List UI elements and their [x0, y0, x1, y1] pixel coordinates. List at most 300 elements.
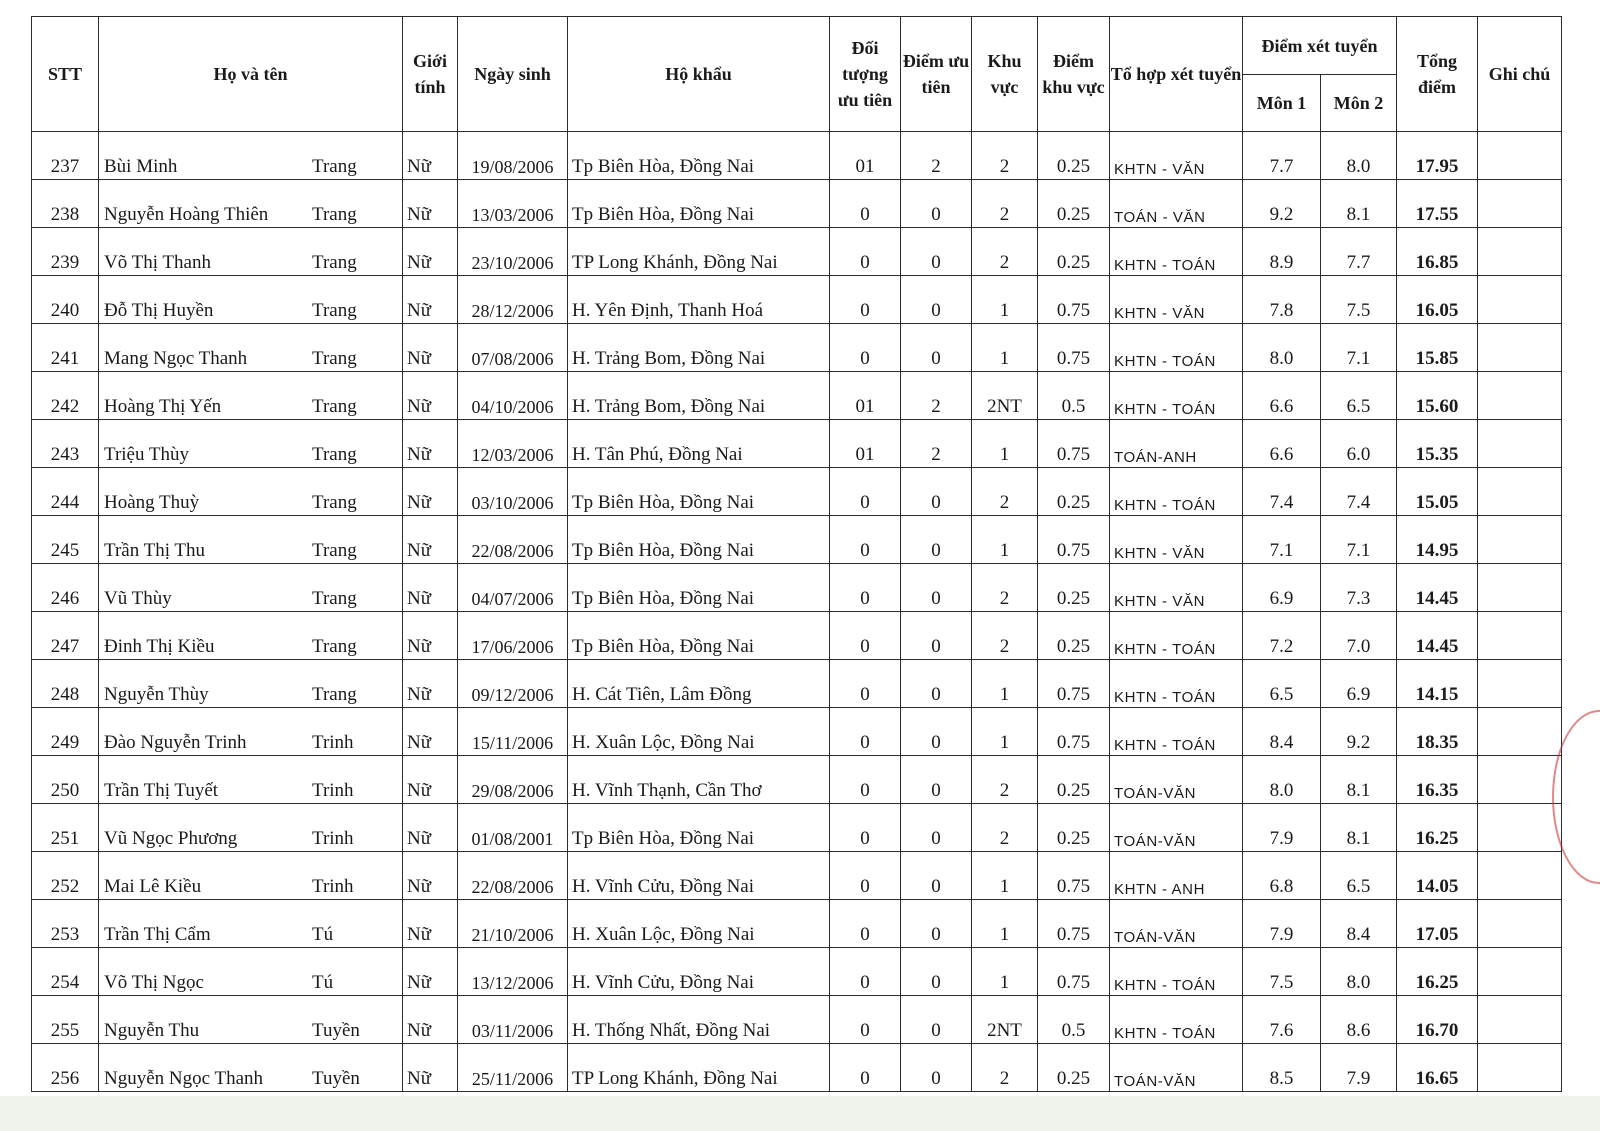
cell-subject1: 8.0	[1243, 756, 1321, 804]
header-home: Hộ khẩu	[568, 17, 830, 132]
cell-priority-group: 01	[830, 420, 901, 468]
cell-surname: Đinh Thị Kiều	[104, 636, 215, 657]
table-row	[32, 228, 1562, 276]
cell-combo: KHTN - TOÁN	[1110, 324, 1243, 372]
cell-subject1: 9.2	[1243, 180, 1321, 228]
cell-stt: 237	[32, 132, 99, 180]
cell-subject1: 7.4	[1243, 468, 1321, 516]
cell-full-name	[99, 612, 403, 660]
cell-subject2: 6.5	[1321, 372, 1397, 420]
cell-combo: KHTN - TOÁN	[1110, 996, 1243, 1044]
cell-priority-group: 0	[830, 660, 901, 708]
cell-priority-points: 0	[901, 564, 972, 612]
cell-stt: 240	[32, 276, 99, 324]
cell-home: TP Long Khánh, Đồng Nai	[568, 228, 830, 276]
cell-dob: 04/07/2006	[458, 564, 568, 612]
cell-surname: Mang Ngọc Thanh	[104, 348, 248, 369]
cell-note	[1478, 612, 1562, 660]
table-row	[32, 420, 1562, 468]
cell-region-points: 0.25	[1038, 180, 1110, 228]
cell-note	[1478, 900, 1562, 948]
cell-subject2: 8.1	[1321, 756, 1397, 804]
cell-note	[1478, 228, 1562, 276]
cell-subject1: 7.8	[1243, 276, 1321, 324]
cell-region: 2	[972, 612, 1038, 660]
cell-note	[1478, 132, 1562, 180]
cell-given-name: Tú	[312, 924, 334, 945]
cell-full-name	[99, 468, 403, 516]
cell-priority-group: 0	[830, 756, 901, 804]
cell-subject2: 8.4	[1321, 900, 1397, 948]
cell-region-points: 0.25	[1038, 468, 1110, 516]
cell-dob: 07/08/2006	[458, 324, 568, 372]
cell-priority-group: 0	[830, 900, 901, 948]
cell-priority-points: 2	[901, 420, 972, 468]
cell-region-points: 0.75	[1038, 948, 1110, 996]
header-combo: Tổ hợp xét tuyển	[1110, 17, 1243, 132]
cell-full-name	[99, 276, 403, 324]
cell-gender: Nữ	[403, 804, 458, 852]
cell-gender: Nữ	[403, 756, 458, 804]
cell-total: 15.85	[1397, 324, 1478, 372]
cell-dob: 19/08/2006	[458, 132, 568, 180]
cell-surname: Đào Nguyễn Trinh	[104, 732, 247, 753]
cell-full-name	[99, 948, 403, 996]
cell-priority-points: 0	[901, 660, 972, 708]
cell-gender: Nữ	[403, 132, 458, 180]
table-row	[32, 900, 1562, 948]
cell-subject1: 8.5	[1243, 1044, 1321, 1092]
cell-home: H. Vĩnh Cửu, Đồng Nai	[568, 852, 830, 900]
cell-surname: Nguyễn Hoàng Thiên	[104, 204, 269, 225]
cell-note	[1478, 372, 1562, 420]
cell-home: Tp Biên Hòa, Đồng Nai	[568, 804, 830, 852]
cell-gender: Nữ	[403, 900, 458, 948]
table-row	[32, 372, 1562, 420]
cell-full-name	[99, 660, 403, 708]
cell-priority-points: 0	[901, 900, 972, 948]
cell-combo: KHTN - TOÁN	[1110, 660, 1243, 708]
cell-region-points: 0.25	[1038, 612, 1110, 660]
cell-dob: 22/08/2006	[458, 516, 568, 564]
admission-results-table	[31, 16, 1562, 1092]
cell-dob: 13/03/2006	[458, 180, 568, 228]
cell-subject2: 9.2	[1321, 708, 1397, 756]
cell-stt: 256	[32, 1044, 99, 1092]
cell-full-name	[99, 756, 403, 804]
cell-region-points: 0.5	[1038, 996, 1110, 1044]
cell-stt: 244	[32, 468, 99, 516]
cell-given-name: Trang	[312, 588, 357, 609]
cell-priority-group: 0	[830, 468, 901, 516]
cell-combo: TOÁN - VĂN	[1110, 180, 1243, 228]
table-row	[32, 708, 1562, 756]
cell-home: H. Thống Nhất, Đồng Nai	[568, 996, 830, 1044]
cell-region: 1	[972, 708, 1038, 756]
cell-dob: 12/03/2006	[458, 420, 568, 468]
table-row	[32, 564, 1562, 612]
table-row	[32, 468, 1562, 516]
cell-gender: Nữ	[403, 660, 458, 708]
cell-region: 2	[972, 1044, 1038, 1092]
cell-full-name	[99, 420, 403, 468]
cell-home: H. Vĩnh Thạnh, Cần Thơ	[568, 756, 830, 804]
cell-subject1: 8.4	[1243, 708, 1321, 756]
cell-priority-group: 0	[830, 948, 901, 996]
cell-subject2: 7.0	[1321, 612, 1397, 660]
cell-full-name	[99, 228, 403, 276]
table-row	[32, 996, 1562, 1044]
cell-combo: KHTN - TOÁN	[1110, 468, 1243, 516]
cell-dob: 22/08/2006	[458, 852, 568, 900]
header-admission-scores: Điểm xét tuyển	[1243, 17, 1397, 75]
cell-region-points: 0.25	[1038, 132, 1110, 180]
cell-priority-group: 01	[830, 372, 901, 420]
cell-surname: Nguyễn Ngọc Thanh	[104, 1068, 264, 1089]
table-row	[32, 660, 1562, 708]
cell-gender: Nữ	[403, 516, 458, 564]
cell-subject1: 6.8	[1243, 852, 1321, 900]
cell-surname: Vũ Thùy	[104, 588, 172, 609]
cell-dob: 28/12/2006	[458, 276, 568, 324]
table-row	[32, 180, 1562, 228]
cell-home: H. Tân Phú, Đồng Nai	[568, 420, 830, 468]
cell-priority-points: 2	[901, 372, 972, 420]
cell-subject1: 7.5	[1243, 948, 1321, 996]
cell-region: 2	[972, 804, 1038, 852]
cell-priority-points: 0	[901, 996, 972, 1044]
cell-dob: 13/12/2006	[458, 948, 568, 996]
cell-stt: 250	[32, 756, 99, 804]
cell-full-name	[99, 324, 403, 372]
table-row	[32, 612, 1562, 660]
cell-combo: TOÁN-VĂN	[1110, 900, 1243, 948]
cell-given-name: Tuyền	[312, 1068, 360, 1089]
cell-given-name: Trang	[312, 444, 357, 465]
cell-subject2: 6.5	[1321, 852, 1397, 900]
cell-subject2: 7.5	[1321, 276, 1397, 324]
cell-stt: 248	[32, 660, 99, 708]
table-row	[32, 852, 1562, 900]
cell-home: Tp Biên Hòa, Đồng Nai	[568, 564, 830, 612]
cell-surname: Nguyễn Thùy	[104, 684, 209, 705]
cell-total: 16.70	[1397, 996, 1478, 1044]
cell-full-name	[99, 708, 403, 756]
cell-dob: 04/10/2006	[458, 372, 568, 420]
cell-total: 16.05	[1397, 276, 1478, 324]
cell-gender: Nữ	[403, 612, 458, 660]
cell-given-name: Trang	[312, 492, 357, 513]
cell-dob: 15/11/2006	[458, 708, 568, 756]
cell-surname: Trần Thị Tuyết	[104, 780, 219, 801]
cell-note	[1478, 996, 1562, 1044]
cell-note	[1478, 756, 1562, 804]
header-stt: STT	[32, 17, 99, 132]
cell-full-name	[99, 852, 403, 900]
table-row	[32, 948, 1562, 996]
cell-given-name: Trang	[312, 300, 357, 321]
cell-region-points: 0.75	[1038, 660, 1110, 708]
cell-total: 17.55	[1397, 180, 1478, 228]
cell-priority-group: 01	[830, 132, 901, 180]
cell-region: 2NT	[972, 372, 1038, 420]
cell-total: 14.15	[1397, 660, 1478, 708]
cell-priority-points: 0	[901, 804, 972, 852]
cell-subject2: 7.1	[1321, 516, 1397, 564]
cell-region: 2	[972, 756, 1038, 804]
cell-given-name: Tú	[312, 972, 334, 993]
cell-subject1: 6.6	[1243, 420, 1321, 468]
cell-priority-group: 0	[830, 804, 901, 852]
cell-priority-group: 0	[830, 324, 901, 372]
cell-priority-points: 0	[901, 516, 972, 564]
cell-combo: KHTN - VĂN	[1110, 276, 1243, 324]
cell-region-points: 0.25	[1038, 228, 1110, 276]
cell-priority-points: 0	[901, 324, 972, 372]
cell-combo: TOÁN-VĂN	[1110, 756, 1243, 804]
cell-combo: KHTN - VĂN	[1110, 516, 1243, 564]
cell-full-name	[99, 900, 403, 948]
cell-note	[1478, 180, 1562, 228]
cell-priority-points: 0	[901, 180, 972, 228]
cell-note	[1478, 276, 1562, 324]
cell-combo: KHTN - ANH	[1110, 852, 1243, 900]
cell-given-name: Tuyền	[312, 1020, 360, 1041]
cell-dob: 29/08/2006	[458, 756, 568, 804]
cell-surname: Vũ Ngọc Phương	[104, 828, 238, 849]
cell-priority-group: 0	[830, 852, 901, 900]
cell-stt: 249	[32, 708, 99, 756]
cell-gender: Nữ	[403, 708, 458, 756]
cell-note	[1478, 804, 1562, 852]
cell-region: 1	[972, 516, 1038, 564]
cell-full-name	[99, 564, 403, 612]
cell-given-name: Trinh	[312, 732, 354, 753]
cell-given-name: Trang	[312, 540, 357, 561]
cell-home: Tp Biên Hòa, Đồng Nai	[568, 180, 830, 228]
cell-stt: 253	[32, 900, 99, 948]
cell-gender: Nữ	[403, 228, 458, 276]
cell-subject2: 7.3	[1321, 564, 1397, 612]
table-row	[32, 804, 1562, 852]
cell-full-name	[99, 180, 403, 228]
cell-given-name: Trang	[312, 684, 357, 705]
cell-home: TP Long Khánh, Đồng Nai	[568, 1044, 830, 1092]
header-subject1: Môn 1	[1243, 75, 1321, 132]
cell-note	[1478, 948, 1562, 996]
cell-region-points: 0.75	[1038, 276, 1110, 324]
cell-region-points: 0.75	[1038, 900, 1110, 948]
cell-subject2: 6.9	[1321, 660, 1397, 708]
cell-total: 18.35	[1397, 708, 1478, 756]
cell-stt: 255	[32, 996, 99, 1044]
cell-region: 1	[972, 324, 1038, 372]
page-bottom-margin	[0, 1096, 1600, 1131]
cell-dob: 03/10/2006	[458, 468, 568, 516]
cell-total: 14.45	[1397, 612, 1478, 660]
cell-subject1: 6.9	[1243, 564, 1321, 612]
cell-surname: Hoàng Thuỳ	[104, 492, 200, 513]
header-priority-points: Điểm ưu tiên	[901, 17, 972, 132]
cell-home: H. Xuân Lộc, Đồng Nai	[568, 708, 830, 756]
cell-region-points: 0.75	[1038, 708, 1110, 756]
cell-subject1: 6.6	[1243, 372, 1321, 420]
cell-region: 1	[972, 900, 1038, 948]
cell-full-name	[99, 996, 403, 1044]
cell-subject2: 6.0	[1321, 420, 1397, 468]
cell-total: 16.35	[1397, 756, 1478, 804]
cell-surname: Đỗ Thị Huyền	[104, 300, 214, 321]
cell-subject1: 7.7	[1243, 132, 1321, 180]
cell-surname: Võ Thị Ngọc	[104, 972, 204, 993]
cell-surname: Bùi Minh	[104, 156, 178, 177]
cell-priority-points: 0	[901, 612, 972, 660]
cell-surname: Trần Thị Thu	[104, 540, 206, 561]
cell-priority-group: 0	[830, 996, 901, 1044]
cell-region: 2NT	[972, 996, 1038, 1044]
cell-note	[1478, 516, 1562, 564]
table-row	[32, 276, 1562, 324]
cell-combo: KHTN - TOÁN	[1110, 612, 1243, 660]
cell-surname: Hoàng Thị Yến	[104, 396, 222, 417]
cell-priority-points: 0	[901, 708, 972, 756]
cell-given-name: Trang	[312, 156, 357, 177]
cell-region: 1	[972, 420, 1038, 468]
cell-priority-points: 0	[901, 756, 972, 804]
cell-home: H. Yên Định, Thanh Hoá	[568, 276, 830, 324]
cell-stt: 238	[32, 180, 99, 228]
cell-priority-points: 0	[901, 276, 972, 324]
header-subject2: Môn 2	[1321, 75, 1397, 132]
cell-combo: TOÁN-VĂN	[1110, 804, 1243, 852]
cell-note	[1478, 324, 1562, 372]
cell-note	[1478, 420, 1562, 468]
cell-gender: Nữ	[403, 1044, 458, 1092]
cell-surname: Triệu Thùy	[104, 444, 189, 465]
cell-home: H. Xuân Lộc, Đồng Nai	[568, 900, 830, 948]
cell-given-name: Trang	[312, 204, 357, 225]
cell-priority-points: 2	[901, 132, 972, 180]
header-total: Tổng điểm	[1397, 17, 1478, 132]
cell-full-name	[99, 1044, 403, 1092]
cell-combo: KHTN - TOÁN	[1110, 948, 1243, 996]
cell-stt: 251	[32, 804, 99, 852]
table-row	[32, 1044, 1562, 1092]
header-name: Họ và tên	[99, 17, 403, 132]
cell-given-name: Trang	[312, 252, 357, 273]
cell-stt: 239	[32, 228, 99, 276]
cell-gender: Nữ	[403, 420, 458, 468]
cell-subject1: 7.6	[1243, 996, 1321, 1044]
cell-region: 2	[972, 228, 1038, 276]
cell-surname: Mai Lê Kiều	[104, 876, 202, 897]
cell-priority-group: 0	[830, 180, 901, 228]
cell-combo: KHTN - TOÁN	[1110, 372, 1243, 420]
cell-combo: TOÁN-VĂN	[1110, 1044, 1243, 1092]
cell-home: Tp Biên Hòa, Đồng Nai	[568, 612, 830, 660]
cell-priority-group: 0	[830, 564, 901, 612]
cell-home: Tp Biên Hòa, Đồng Nai	[568, 516, 830, 564]
cell-home: H. Trảng Bom, Đồng Nai	[568, 324, 830, 372]
cell-stt: 246	[32, 564, 99, 612]
table-body	[32, 132, 1562, 1092]
cell-stt: 241	[32, 324, 99, 372]
cell-region-points: 0.75	[1038, 516, 1110, 564]
cell-subject1: 7.1	[1243, 516, 1321, 564]
cell-home: Tp Biên Hòa, Đồng Nai	[568, 468, 830, 516]
cell-region-points: 0.75	[1038, 420, 1110, 468]
cell-subject2: 8.0	[1321, 948, 1397, 996]
cell-region-points: 0.75	[1038, 324, 1110, 372]
cell-subject2: 8.1	[1321, 180, 1397, 228]
cell-total: 16.25	[1397, 804, 1478, 852]
cell-note	[1478, 708, 1562, 756]
header-priority-group: Đối tượng ưu tiên	[830, 17, 901, 132]
cell-region: 1	[972, 948, 1038, 996]
cell-total: 16.65	[1397, 1044, 1478, 1092]
cell-region: 2	[972, 132, 1038, 180]
cell-subject2: 7.4	[1321, 468, 1397, 516]
cell-subject2: 7.9	[1321, 1044, 1397, 1092]
cell-combo: TOÁN-ANH	[1110, 420, 1243, 468]
cell-full-name	[99, 132, 403, 180]
cell-region-points: 0.75	[1038, 852, 1110, 900]
table-row	[32, 324, 1562, 372]
cell-total: 15.05	[1397, 468, 1478, 516]
cell-gender: Nữ	[403, 948, 458, 996]
cell-given-name: Trinh	[312, 780, 354, 801]
cell-total: 17.05	[1397, 900, 1478, 948]
cell-total: 15.35	[1397, 420, 1478, 468]
cell-region: 2	[972, 180, 1038, 228]
cell-surname: Trần Thị Cẩm	[104, 924, 211, 945]
cell-stt: 254	[32, 948, 99, 996]
cell-priority-group: 0	[830, 708, 901, 756]
cell-full-name	[99, 516, 403, 564]
cell-home: H. Cát Tiên, Lâm Đồng	[568, 660, 830, 708]
cell-note	[1478, 852, 1562, 900]
cell-priority-group: 0	[830, 1044, 901, 1092]
cell-total: 16.85	[1397, 228, 1478, 276]
cell-full-name	[99, 804, 403, 852]
cell-subject2: 7.1	[1321, 324, 1397, 372]
table-row	[32, 132, 1562, 180]
cell-given-name: Trang	[312, 636, 357, 657]
cell-home: Tp Biên Hòa, Đồng Nai	[568, 132, 830, 180]
header-region: Khu vực	[972, 17, 1038, 132]
header-gender: Giới tính	[403, 17, 458, 132]
cell-subject1: 6.5	[1243, 660, 1321, 708]
cell-subject2: 8.1	[1321, 804, 1397, 852]
cell-region: 1	[972, 852, 1038, 900]
cell-total: 15.60	[1397, 372, 1478, 420]
cell-subject2: 8.0	[1321, 132, 1397, 180]
cell-region: 2	[972, 564, 1038, 612]
cell-priority-group: 0	[830, 612, 901, 660]
cell-combo: KHTN - VĂN	[1110, 132, 1243, 180]
cell-combo: KHTN - VĂN	[1110, 564, 1243, 612]
cell-region-points: 0.25	[1038, 804, 1110, 852]
cell-home: H. Trảng Bom, Đồng Nai	[568, 372, 830, 420]
cell-gender: Nữ	[403, 324, 458, 372]
cell-gender: Nữ	[403, 852, 458, 900]
cell-region-points: 0.25	[1038, 756, 1110, 804]
cell-surname: Võ Thị Thanh	[104, 252, 211, 273]
table-row	[32, 516, 1562, 564]
cell-dob: 25/11/2006	[458, 1044, 568, 1092]
header-region-points: Điểm khu vực	[1038, 17, 1110, 132]
cell-dob: 01/08/2001	[458, 804, 568, 852]
